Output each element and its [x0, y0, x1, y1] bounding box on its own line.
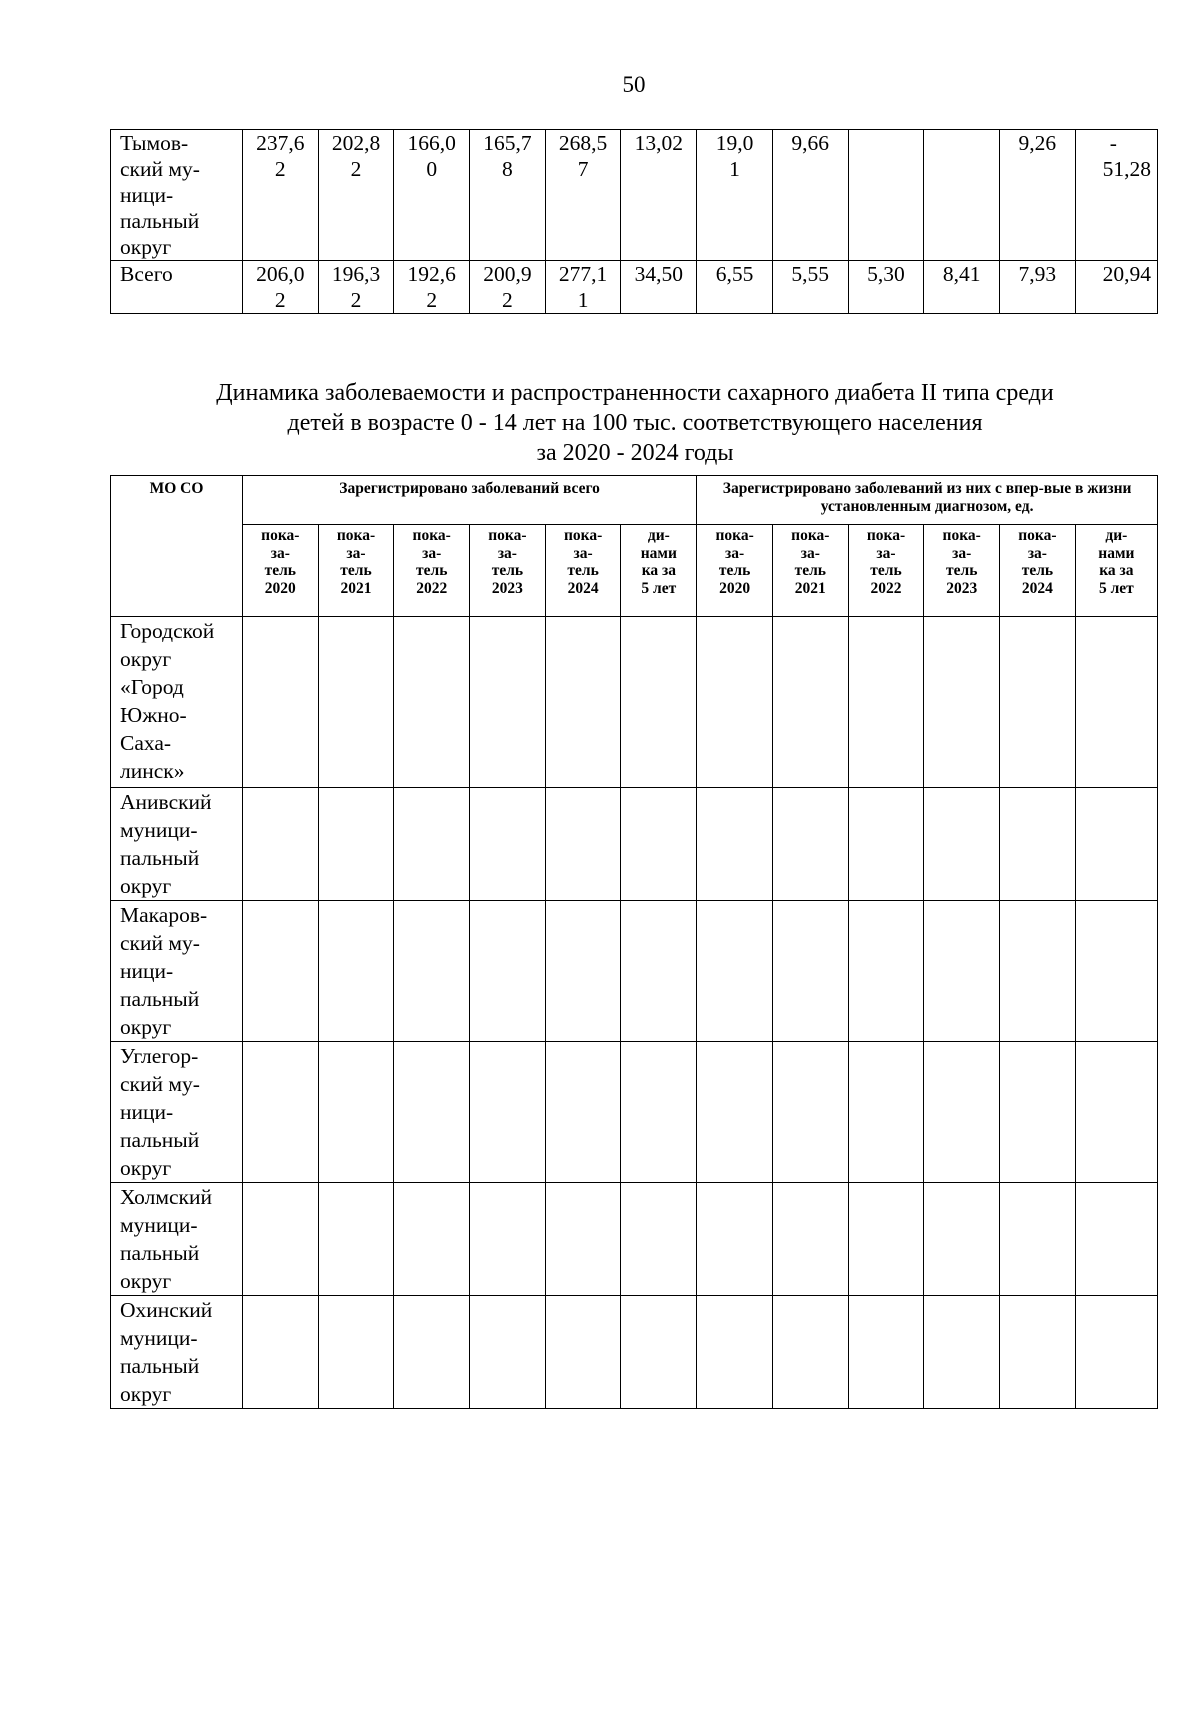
value-part: 196,3: [331, 262, 381, 286]
row-label: [111, 261, 243, 314]
empty-cell: [318, 788, 394, 901]
sub-header-line: за-: [800, 544, 820, 562]
sub-header-cell: [697, 525, 773, 617]
value-cell: [999, 261, 1075, 314]
empty-cell: [1000, 1042, 1076, 1183]
sub-header-line: 2020: [719, 579, 751, 597]
empty-cell: [621, 617, 697, 788]
row-label-line: ский му-: [120, 1072, 200, 1096]
empty-cell: [394, 1296, 470, 1409]
value-cell: [1075, 261, 1157, 314]
value-part: 7,93: [1018, 262, 1057, 286]
empty-cell: [394, 1042, 470, 1183]
empty-cell: [772, 901, 848, 1042]
row-label-line: Холмский: [120, 1185, 212, 1209]
empty-cell: [470, 1183, 546, 1296]
row-label-line: Городской: [120, 619, 215, 643]
value-part: 5,55: [791, 262, 830, 286]
value-part: 277,1: [558, 262, 608, 286]
empty-cell: [545, 617, 621, 788]
sub-header-line: 2021: [340, 579, 372, 597]
empty-cell: [697, 788, 773, 901]
empty-cell: [848, 788, 924, 901]
empty-cell: [318, 617, 394, 788]
value-part: 6,55: [715, 262, 754, 286]
empty-cell: [1075, 1042, 1157, 1183]
empty-cell: [545, 901, 621, 1042]
sub-header-line: тель: [340, 562, 372, 579]
empty-cell: [1075, 1183, 1157, 1296]
sub-header-line: за-: [952, 544, 972, 562]
row-label-line: ници-: [120, 959, 174, 983]
row-label-line: ский му-: [120, 157, 200, 181]
row-label: [111, 1296, 243, 1409]
sub-header-line: за-: [1027, 544, 1047, 562]
row-label-line: муници-: [120, 818, 198, 842]
row-label: [111, 617, 243, 788]
sub-header-line: 2023: [946, 579, 978, 597]
row-label-line: пальный: [120, 209, 200, 233]
empty-cell: [924, 1296, 1000, 1409]
value-part: 13,02: [634, 131, 683, 155]
row-label-line: Анивский: [120, 790, 212, 814]
value-part: 166,0: [407, 131, 456, 155]
empty-cell: [848, 1296, 924, 1409]
sub-header-cell: [545, 525, 621, 617]
sub-header-line: за-: [573, 544, 593, 562]
sub-header-line: тель: [1021, 562, 1054, 579]
empty-cell: [697, 1042, 773, 1183]
empty-cell: [697, 617, 773, 788]
diabetes-dynamics-table: [110, 475, 1158, 1409]
row-label-line: пальный: [120, 987, 200, 1011]
value-cell: [697, 261, 773, 314]
empty-cell: [924, 1183, 1000, 1296]
row-label: [111, 901, 243, 1042]
value-cell: [470, 130, 546, 261]
value-part: 2: [350, 288, 362, 312]
value-part: 192,6: [407, 262, 456, 286]
sub-header-line: за-: [497, 544, 517, 562]
row-label-line: Макаров-: [120, 903, 208, 927]
value-cell: [394, 261, 470, 314]
sub-header-line: 5 лет: [641, 579, 677, 597]
empty-cell: [242, 788, 318, 901]
row-label-line: Саха-: [120, 731, 172, 755]
empty-cell: [621, 1183, 697, 1296]
value-cell: [1075, 130, 1157, 261]
empty-cell: [470, 1296, 546, 1409]
value-part: 20,94: [1102, 262, 1151, 286]
empty-cell: [621, 1042, 697, 1183]
empty-cell: [242, 617, 318, 788]
empty-cell: [772, 1042, 848, 1183]
value-cell: [621, 261, 697, 314]
value-cell: [772, 130, 848, 261]
sub-header-line: 2022: [416, 579, 448, 597]
value-cell: [470, 261, 546, 314]
top-table-row: [111, 130, 1158, 261]
row-label-line: муници-: [120, 1326, 198, 1350]
row-label-line: линск»: [120, 759, 185, 783]
empty-cell: [318, 1296, 394, 1409]
sub-header-line: пока-: [942, 527, 981, 544]
row-label-line: Южно-: [120, 703, 187, 727]
sub-header-line: пока-: [261, 527, 300, 544]
value-part: 0: [426, 157, 438, 181]
header-group-first-time: Зарегистрировано заболеваний из них с впер-вые в жизни установленным диагнозом, ед.: [697, 476, 1158, 525]
empty-cell: [924, 788, 1000, 901]
value-part: 8: [502, 157, 513, 181]
empty-cell: [621, 901, 697, 1042]
value-cell: [924, 130, 1000, 261]
empty-cell: [1075, 1296, 1157, 1409]
value-cell: [848, 261, 924, 314]
empty-cell: [318, 901, 394, 1042]
value-cell: [394, 130, 470, 261]
sub-header-line: ка за: [641, 562, 676, 579]
value-part: 206,0: [256, 262, 305, 286]
empty-cell: [924, 901, 1000, 1042]
row-label: [111, 788, 243, 901]
value-part: 9,66: [791, 131, 830, 155]
sub-header-line: пока-: [715, 527, 754, 544]
row-label-line: ници-: [120, 1100, 174, 1124]
row-label-line: Всего: [120, 262, 173, 286]
table-row: [111, 617, 1158, 788]
empty-cell: [1075, 788, 1157, 901]
empty-cell: [924, 617, 1000, 788]
row-label-line: округ: [120, 1015, 172, 1039]
table-row: [111, 901, 1158, 1042]
empty-cell: [470, 788, 546, 901]
sub-header-line: 2024: [1021, 579, 1053, 597]
row-label-line: округ: [120, 874, 172, 898]
sub-header-line: тель: [491, 562, 524, 579]
title-line: за 2020 - 2024 годы: [536, 440, 734, 466]
row-label: [111, 1042, 243, 1183]
value-part: 2: [426, 288, 438, 312]
value-part: 8,41: [942, 262, 981, 286]
table-row: [111, 1296, 1158, 1409]
empty-cell: [772, 617, 848, 788]
empty-cell: [242, 901, 318, 1042]
value-part: 1: [729, 157, 740, 181]
table-row: [111, 788, 1158, 901]
empty-cell: [394, 901, 470, 1042]
row-label-line: Охинский: [120, 1298, 213, 1322]
empty-cell: [697, 1296, 773, 1409]
sub-header-cell: [1000, 525, 1076, 617]
empty-cell: [242, 1183, 318, 1296]
sub-header-line: пока-: [412, 527, 451, 544]
value-part: 9,26: [1018, 131, 1057, 155]
top-table-row: [111, 261, 1158, 314]
sub-header-line: за-: [346, 544, 366, 562]
sub-header-line: за-: [876, 544, 896, 562]
sub-header-line: нами: [1098, 544, 1135, 562]
empty-cell: [545, 1042, 621, 1183]
empty-cell: [848, 901, 924, 1042]
row-label-line: округ: [120, 647, 172, 671]
sub-header-cell: [394, 525, 470, 617]
row-label-line: Углегор-: [120, 1044, 199, 1068]
value-part: 2: [274, 288, 286, 312]
header-mo-so: МО СО: [111, 476, 243, 617]
empty-cell: [621, 1296, 697, 1409]
value-part: 2: [502, 288, 513, 312]
sub-header-line: пока-: [1018, 527, 1057, 544]
sub-header-cell: [318, 525, 394, 617]
value-part: 2: [274, 157, 286, 181]
empty-cell: [470, 1042, 546, 1183]
value-cell: [318, 130, 394, 261]
value-part: -: [1109, 131, 1117, 155]
sub-header-line: тель: [264, 562, 296, 579]
empty-cell: [394, 788, 470, 901]
sub-header-line: 2021: [794, 579, 826, 597]
row-label-line: Тымов-: [120, 131, 189, 155]
value-part: 34,50: [634, 262, 683, 286]
row-label-line: ници-: [120, 183, 174, 207]
value-part: 7: [577, 157, 589, 181]
value-part: 1: [577, 288, 589, 312]
row-label-line: пальный: [120, 1241, 200, 1265]
sub-header-line: 2023: [491, 579, 523, 597]
empty-cell: [1075, 617, 1157, 788]
empty-cell: [545, 1183, 621, 1296]
empty-cell: [470, 901, 546, 1042]
empty-cell: [1075, 901, 1157, 1042]
empty-cell: [1000, 1296, 1076, 1409]
row-label: [111, 1183, 243, 1296]
empty-cell: [1000, 617, 1076, 788]
empty-cell: [242, 1296, 318, 1409]
sub-header-line: 2020: [264, 579, 296, 597]
table-title: [130, 378, 1140, 468]
table-row: [111, 1183, 1158, 1296]
row-label-line: округ: [120, 1156, 172, 1180]
sub-header-line: тель: [870, 562, 902, 579]
value-cell: [545, 130, 621, 261]
value-cell: [924, 261, 1000, 314]
row-label-line: округ: [120, 1382, 172, 1406]
empty-cell: [545, 1296, 621, 1409]
sub-header-line: ди-: [1105, 527, 1128, 544]
sub-header-line: тель: [567, 562, 599, 579]
empty-cell: [697, 901, 773, 1042]
row-label-line: округ: [120, 235, 172, 259]
empty-cell: [772, 788, 848, 901]
sub-header-cell: [772, 525, 848, 617]
value-part: 202,8: [331, 131, 381, 155]
value-cell: [242, 130, 318, 261]
empty-cell: [772, 1183, 848, 1296]
value-part: 2: [350, 157, 362, 181]
value-cell: [318, 261, 394, 314]
empty-cell: [1000, 1183, 1076, 1296]
value-cell: [621, 130, 697, 261]
empty-cell: [697, 1183, 773, 1296]
sub-header-cell: [242, 525, 318, 617]
row-label-line: пальный: [120, 1128, 200, 1152]
sub-header-cell: [621, 525, 697, 617]
value-cell: [772, 261, 848, 314]
sub-header-line: пока-: [791, 527, 830, 544]
table-row: [111, 1042, 1158, 1183]
value-part: 51,28: [1102, 157, 1151, 181]
row-label-line: пальный: [120, 846, 200, 870]
sub-header-line: ди-: [647, 527, 670, 544]
value-part: 5,30: [867, 262, 905, 286]
empty-cell: [1000, 901, 1076, 1042]
sub-header-line: нами: [640, 544, 677, 562]
page-number: 50: [622, 72, 646, 97]
sub-header-line: тель: [718, 562, 751, 579]
row-label-line: «Город: [120, 675, 184, 699]
row-label: [111, 130, 243, 261]
empty-cell: [848, 1183, 924, 1296]
row-label-line: пальный: [120, 1354, 200, 1378]
sub-header-cell: [924, 525, 1000, 617]
sub-header-line: пока-: [866, 527, 906, 544]
sub-header-line: ка за: [1099, 562, 1134, 579]
value-part: 19,0: [715, 131, 754, 155]
sub-header-line: за-: [270, 544, 290, 562]
value-cell: [999, 130, 1075, 261]
sub-header-line: пока-: [336, 527, 376, 544]
value-cell: [848, 130, 924, 261]
sub-header-line: за-: [422, 544, 442, 562]
empty-cell: [1000, 788, 1076, 901]
value-cell: [697, 130, 773, 261]
sub-header-line: 2024: [567, 579, 599, 597]
empty-cell: [924, 1042, 1000, 1183]
empty-cell: [318, 1183, 394, 1296]
row-label-line: муници-: [120, 1213, 198, 1237]
row-label-line: округ: [120, 1269, 172, 1293]
sub-header-line: тель: [416, 562, 448, 579]
sub-header-cell: [848, 525, 924, 617]
sub-header-line: тель: [794, 562, 826, 579]
empty-cell: [394, 1183, 470, 1296]
empty-cell: [772, 1296, 848, 1409]
value-part: 200,9: [483, 262, 532, 286]
header-group-total: Зарегистрировано заболеваний всего: [242, 476, 696, 525]
empty-cell: [470, 617, 546, 788]
title-line: Динамика заболеваемости и распространенности сахарного диабета II типа среди: [216, 380, 1054, 406]
value-part: 268,5: [558, 131, 608, 155]
sub-header-line: за-: [725, 544, 745, 562]
title-line: детей в возрасте 0 - 14 лет на 100 тыс. соответствующего населения: [287, 410, 983, 436]
sub-header-line: тель: [946, 562, 978, 579]
sub-header-line: пока-: [488, 527, 527, 544]
sub-header-line: пока-: [563, 527, 603, 544]
value-cell: [242, 261, 318, 314]
empty-cell: [848, 617, 924, 788]
empty-cell: [848, 1042, 924, 1183]
empty-cell: [621, 788, 697, 901]
value-part: 165,7: [483, 131, 532, 155]
empty-cell: [242, 1042, 318, 1183]
empty-cell: [545, 788, 621, 901]
sub-header-line: 2022: [870, 579, 902, 597]
sub-header-cell: [470, 525, 546, 617]
value-part: 237,6: [256, 131, 305, 155]
empty-cell: [318, 1042, 394, 1183]
row-label-line: ский му-: [120, 931, 200, 955]
sub-header-cell: [1075, 525, 1157, 617]
sub-header-line: 5 лет: [1098, 579, 1134, 597]
top-continuation-table: [110, 129, 1158, 314]
value-cell: [545, 261, 621, 314]
empty-cell: [394, 617, 470, 788]
